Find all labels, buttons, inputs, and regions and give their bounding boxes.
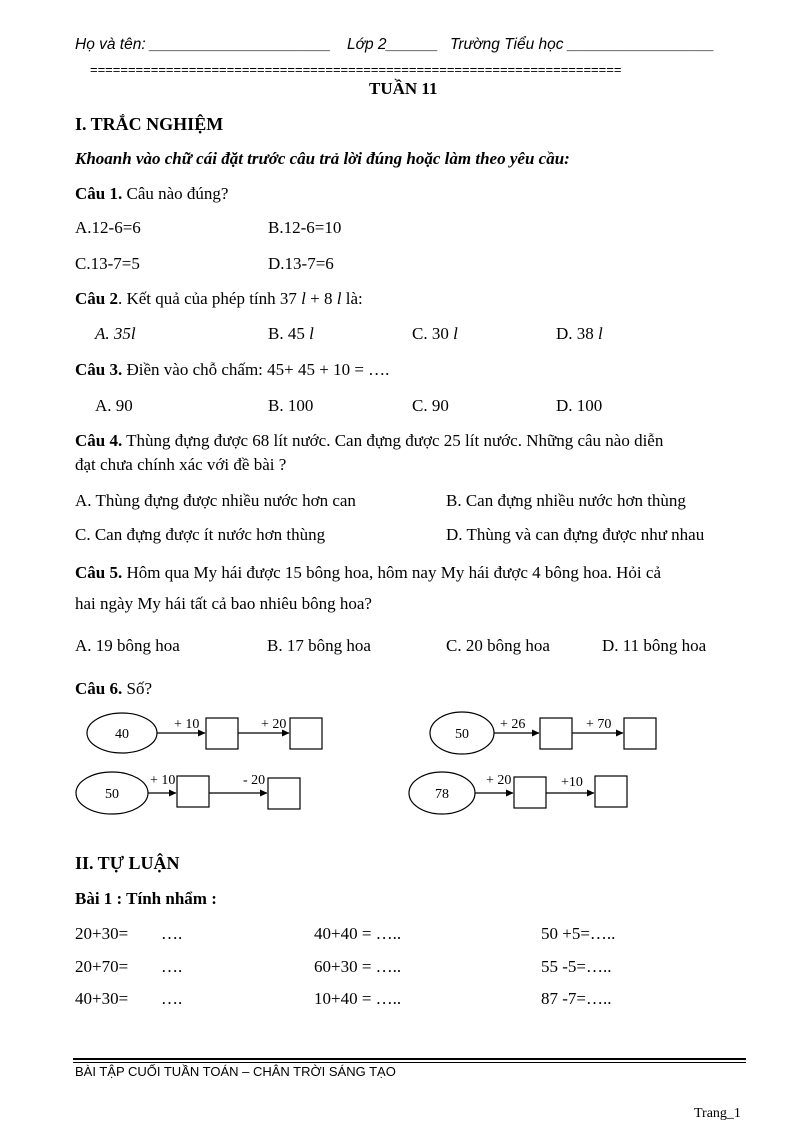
q6-text: Số? <box>122 679 152 698</box>
q5-option-d[interactable]: D. 11 bông hoa <box>602 636 707 655</box>
chain-3 <box>76 772 300 814</box>
page-number: Trang_1 <box>694 1106 741 1121</box>
q2-text-b: + 8 <box>305 289 337 308</box>
name-field-label: Họ và tên: _____________________ <box>75 36 331 53</box>
chain-4-box-1[interactable] <box>514 777 546 808</box>
q2-label: Câu 2 <box>75 289 118 308</box>
chain-1 <box>87 713 322 753</box>
q4-option-a[interactable]: A. Thùng đựng được nhiều nước hơn can <box>75 491 356 510</box>
part1-title: I. TRẮC NGHIỆM <box>75 114 224 134</box>
bai1-row1-expr1: 20+30= <box>75 924 129 943</box>
bai1-row2-blank1[interactable]: …. <box>161 957 183 976</box>
part1-instruction: Khoanh vào chữ cái đặt trước câu trả lời đúng hoặc làm theo yêu cầu: <box>75 149 570 168</box>
q5-text-line1: Hôm qua My hái được 15 bông hoa, hôm nay My hái được 4 bông hoa. Hỏi cả <box>122 563 661 582</box>
q1-option-a[interactable]: A.12-6=6 <box>75 218 141 237</box>
header-separator: ====================================================================== <box>90 62 622 77</box>
q3-text: Điền vào chỗ chấm: 45+ 45 + 10 = …. <box>122 360 390 379</box>
bai1-row2-expr1: 20+70= <box>75 957 129 976</box>
chain-3-box-2[interactable] <box>268 778 300 809</box>
chain-4 <box>409 772 627 814</box>
week-title: TUẦN 11 <box>369 79 438 98</box>
school-field-label: Trường Tiểu học _________________ <box>450 36 715 53</box>
chain-1-start-value: 40 <box>115 727 129 742</box>
q3-label: Câu 3. <box>75 360 123 379</box>
chain-1-op-2: + 20 <box>261 717 287 732</box>
bai1-row1-expr2[interactable]: 40+40 = ….. <box>314 924 402 943</box>
bai1-row3-expr3[interactable]: 87 -7=….. <box>541 989 612 1008</box>
bai1-row2-expr2[interactable]: 60+30 = ….. <box>314 957 402 976</box>
q2-option-c-unit: l <box>453 324 458 343</box>
bai1-row3-expr1: 40+30= <box>75 989 129 1008</box>
q3-option-a[interactable]: A. 90 <box>95 396 133 415</box>
chain-3-op-2: - 20 <box>243 773 266 788</box>
q1-text: Câu nào đúng? <box>122 184 229 203</box>
chain-1-op-1: + 10 <box>174 717 200 732</box>
footer-text: BÀI TẬP CUỐI TUẦN TOÁN – CHÂN TRỜI SÁNG TẠO <box>75 1064 396 1079</box>
chain-1-box-2[interactable] <box>290 718 322 749</box>
chain-4-op-1: + 20 <box>486 773 512 788</box>
chain-2-box-1[interactable] <box>540 718 572 749</box>
q2-option-a-unit: l <box>130 324 136 343</box>
bai1-row1-blank1[interactable]: …. <box>161 924 183 943</box>
q4-text-line1: Thùng đựng được 68 lít nước. Can đựng được 25 lít nước. Những câu nào diễn <box>122 431 664 450</box>
bai1-row3-expr2[interactable]: 10+40 = ….. <box>314 989 402 1008</box>
bai1-title: Bài 1 : Tính nhẩm : <box>75 889 217 908</box>
q2-option-c-text: C. 30 <box>412 324 454 343</box>
chain-2 <box>430 712 656 754</box>
q4-label: Câu 4. <box>75 431 123 450</box>
q2-text-c: là: <box>341 289 363 308</box>
chain-2-op-2: + 70 <box>586 717 612 732</box>
chain-1-box-1[interactable] <box>206 718 238 749</box>
q3-option-c[interactable]: C. 90 <box>412 396 449 415</box>
q2-text-a: . Kết quả của phép tính 37 <box>117 289 302 308</box>
q1-label: Câu 1. <box>75 184 123 203</box>
bai1-row3-blank1[interactable]: …. <box>161 989 183 1008</box>
q5-text-line2: hai ngày My hái tất cả bao nhiêu bông hoa? <box>75 594 372 613</box>
bai1-row1-expr3[interactable]: 50 +5=….. <box>541 924 616 943</box>
q2-option-d-text: D. 38 <box>556 324 599 343</box>
q5-option-c[interactable]: C. 20 bông hoa <box>446 636 550 655</box>
part2-title: II. TỰ LUẬN <box>75 853 180 873</box>
q2-unit-1: l <box>301 289 306 308</box>
q2-option-a-text: A. 35 <box>95 324 131 343</box>
chain-4-box-2[interactable] <box>595 776 627 807</box>
q4-option-c[interactable]: C. Can đựng được ít nước hơn thùng <box>75 525 326 544</box>
chain-3-op-1: + 10 <box>150 773 176 788</box>
q4-option-d[interactable]: D. Thùng và can đựng được như nhau <box>446 525 705 544</box>
q6-label: Câu 6. <box>75 679 123 698</box>
class-field-label: Lớp 2______ <box>347 36 439 53</box>
q3-option-d[interactable]: D. 100 <box>556 396 603 415</box>
chain-4-op-2: +10 <box>561 775 583 790</box>
q1-option-d[interactable]: D.13-7=6 <box>268 254 334 273</box>
chain-2-start-value: 50 <box>455 727 469 742</box>
footer-rule-thick <box>73 1058 746 1060</box>
q2-option-d-unit: l <box>598 324 603 343</box>
q1-option-b[interactable]: B.12-6=10 <box>268 218 342 237</box>
q4-text-line2: đạt chưa chính xác với đề bài ? <box>75 455 287 474</box>
q5-option-b[interactable]: B. 17 bông hoa <box>267 636 371 655</box>
chain-4-start-value: 78 <box>435 787 449 802</box>
q2-option-b-text: B. 45 <box>268 324 310 343</box>
q4-option-b[interactable]: B. Can đựng nhiều nước hơn thùng <box>446 491 686 510</box>
q3-option-b[interactable]: B. 100 <box>268 396 314 415</box>
q2-option-b-unit: l <box>309 324 314 343</box>
bai1-row2-expr3[interactable]: 55 -5=….. <box>541 957 612 976</box>
q1-option-c[interactable]: C.13-7=5 <box>75 254 140 273</box>
chain-2-op-1: + 26 <box>500 717 526 732</box>
q5-label: Câu 5. <box>75 563 123 582</box>
q5-option-a[interactable]: A. 19 bông hoa <box>75 636 180 655</box>
q2-unit-2: l <box>336 289 342 308</box>
chain-3-start-value: 50 <box>105 787 119 802</box>
chain-3-box-1[interactable] <box>177 776 209 807</box>
chain-2-box-2[interactable] <box>624 718 656 749</box>
footer-rule-thin <box>73 1062 746 1063</box>
